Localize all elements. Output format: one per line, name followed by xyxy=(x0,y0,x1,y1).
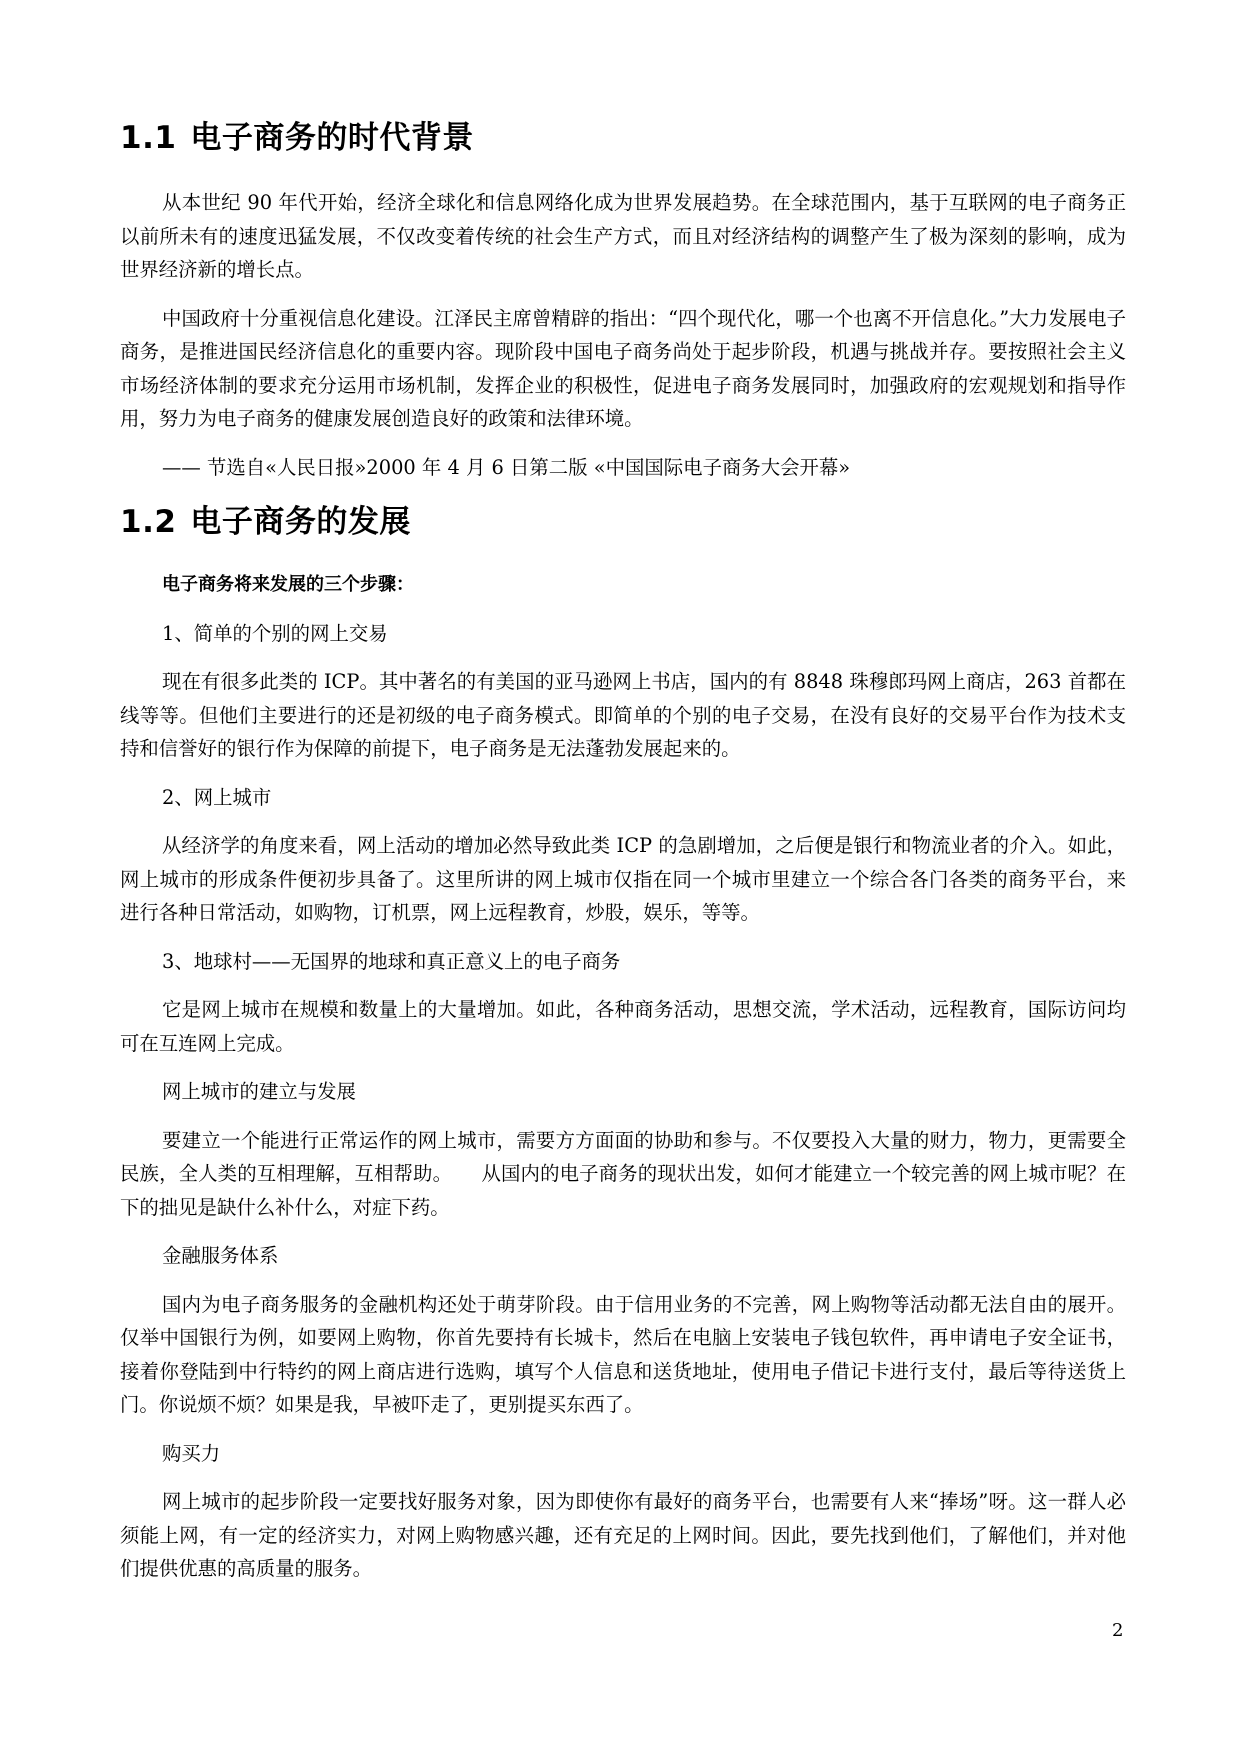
paragraph: 它是网上城市在规模和数量上的大量增加。如此，各种商务活动，思想交流，学术活动，远程教育，国际访问均可在互连网上完成。 xyxy=(120,998,1126,1055)
section-title: 电子商务的发展 xyxy=(190,504,411,540)
paragraph: 现在有很多此类的 ICP。其中著名的有美国的亚马逊网上书店，国内的有 8848 珠穆郎玛网上商店，263 首都在线等等。但他们主要进行的还是初级的电子商务模式。即简单的个别的电子交易，在没有良好的交易平台作为技术支持和信誉好的银行作为保障的前提下，电子商务是无法蓬勃发展起来的。 xyxy=(120,670,1126,760)
list-item-heading: 2、网上城市 xyxy=(162,785,272,809)
paragraph: 要建立一个能进行正常运作的网上城市，需要方方面面的协助和参与。不仅要投入大量的财力，物力，更需要全民族，全人类的互相理解，互相帮助。 从国内的电子商务的现状出发，如何才能建立一个较完善的网上城市呢？在下的拙见是缺什么补什么，对症下药。 xyxy=(120,1128,1126,1219)
section-number: 1.2 xyxy=(120,504,177,540)
section-number: 1.1 xyxy=(120,120,177,156)
paragraph: 中国政府十分重视信息化建设。江泽民主席曾精辟的指出：“四个现代化，哪一个也离不开信息化。”大力发展电子商务，是推进国民经济信息化的重要内容。现阶段中国电子商务尚处于起步阶段，机遇与挑战并存。要按照社会主义市场经济体制的要求充分运用市场机制，发挥企业的积极性，促进电子商务发展同时，加强政府的宏观规划和指导作用，努力为电子商务的健康发展创造良好的政策和法律环境。 xyxy=(120,306,1126,430)
list-item-heading: 1、简单的个别的网上交易 xyxy=(162,621,388,645)
topic-heading: 购买力 xyxy=(162,1441,221,1465)
topic-heading: 金融服务体系 xyxy=(162,1244,279,1267)
section-title: 电子商务的时代背景 xyxy=(190,120,474,156)
paragraph: 从本世纪 90 年代开始，经济全球化和信息网络化成为世界发展趋势。在全球范围内，基于互联网的电子商务正以前所未有的速度迅猛发展，不仅改变着传统的社会生产方式，而且对经济结构的调整产生了极为深刻的影响，成为世界经济新的增长点。 xyxy=(120,191,1126,281)
section-heading-1-2 xyxy=(120,502,1126,542)
subheading: 电子商务将来发展的三个步骤： xyxy=(162,574,414,595)
document-page xyxy=(120,118,1126,1601)
topic-heading: 网上城市的建立与发展 xyxy=(162,1080,356,1103)
paragraph: 网上城市的起步阶段一定要找好服务对象，因为即使你有最好的商务平台，也需要有人来“捧场”呀。这一群人必须能上网，有一定的经济实力，对网上购物感兴趣，还有充足的上网时间。因此，要先找到他们，了解他们，并对他们提供优惠的高质量的服务。 xyxy=(120,1490,1126,1580)
citation: —— 节选自«人民日报»2000 年 4 月 6 日第二版 «中国国际电子商务大会开幕» xyxy=(162,455,851,479)
paragraph: 国内为电子商务服务的金融机构还处于萌芽阶段。由于信用业务的不完善，网上购物等活动都无法自由的展开。仅举中国银行为例，如要网上购物，你首先要持有长城卡，然后在电脑上安装电子钱包软件，再申请电子安全证书，接着你登陆到中行特约的网上商店进行选购，填写个人信息和送货地址，使用电子借记卡进行支付，最后等待送货上门。你说烦不烦？如果是我，早被吓走了，更别提买东西了。 xyxy=(120,1292,1126,1416)
list-item-heading: 3、地球村——无国界的地球和真正意义上的电子商务 xyxy=(162,949,621,973)
section-heading-1-1 xyxy=(120,118,1126,158)
page-number: 2 xyxy=(1112,1620,1124,1641)
paragraph: 从经济学的角度来看，网上活动的增加必然导致此类 ICP 的急剧增加，之后便是银行和物流业者的介入。如此，网上城市的形成条件便初步具备了。这里所讲的网上城市仅指在同一个城市里建立一个综合各门各类的商务平台，来进行各种日常活动，如购物，订机票，网上远程教育，炒股，娱乐，等等。 xyxy=(120,834,1126,924)
